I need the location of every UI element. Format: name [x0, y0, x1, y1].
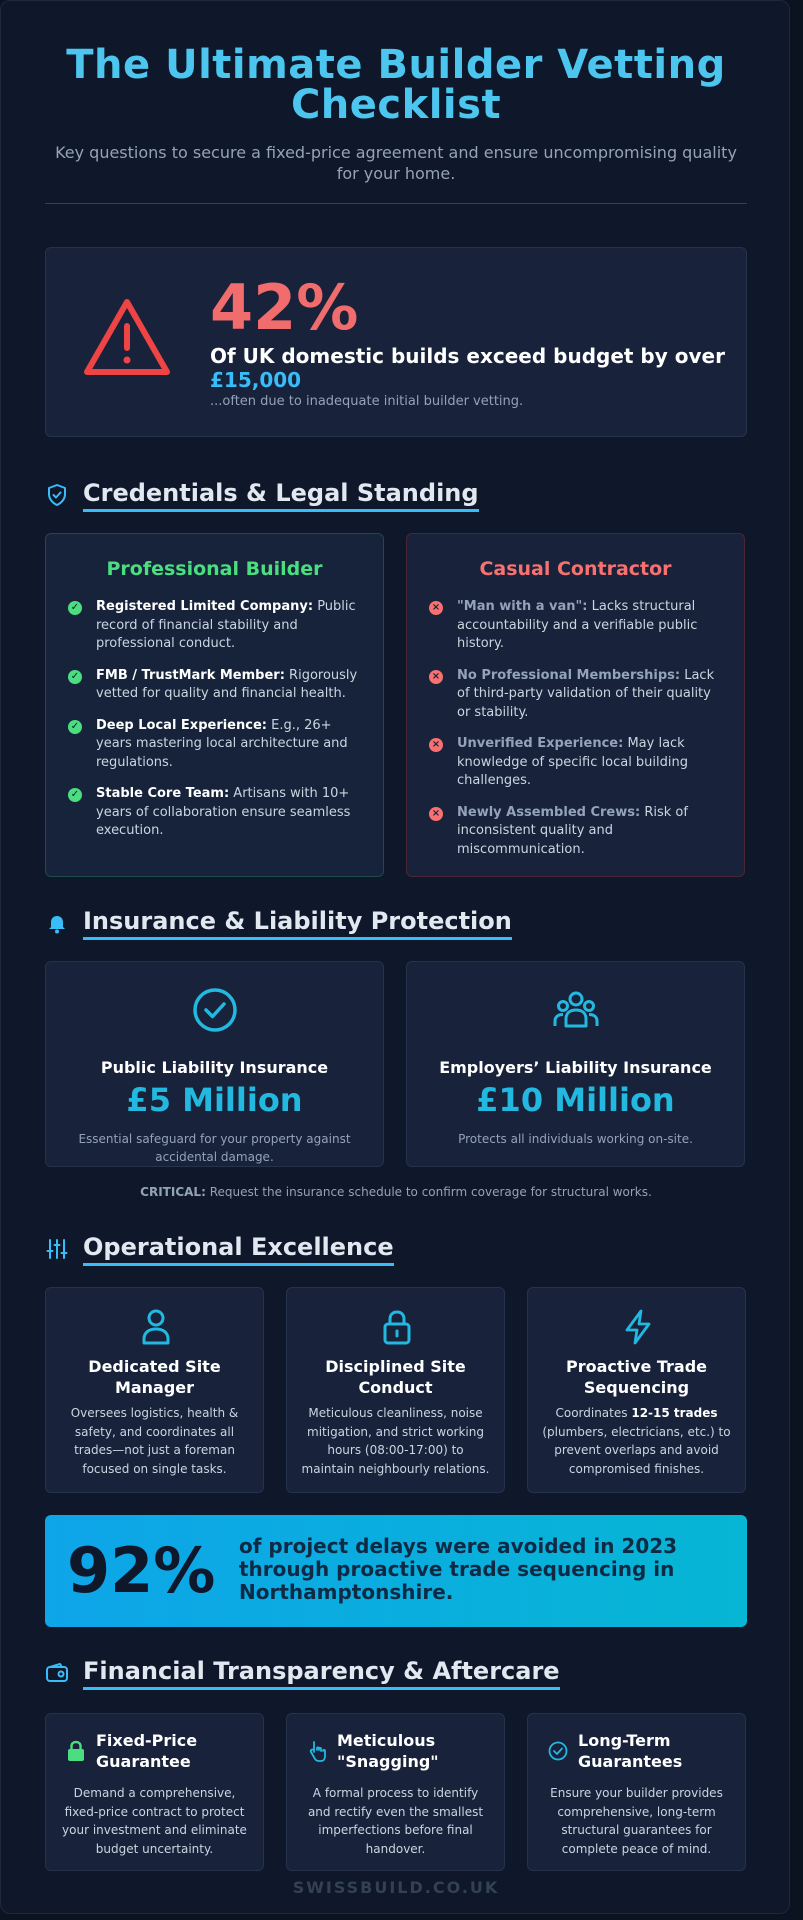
public-liability-card: [45, 961, 384, 1167]
insurance-desc: Protects all individuals working on-site.: [458, 1132, 693, 1146]
fin-desc: Demand a comprehensive, fixed-price contract to protect your investment and eliminate budget uncertainty.: [62, 1786, 247, 1856]
check-icon: ✓: [68, 670, 82, 684]
header: [45, 42, 747, 184]
op-desc: Coordinates 12-15 trades (plumbers, electricians, etc.) to prevent overlaps and avoid compromised finishes.: [542, 1406, 731, 1476]
stat-text: [210, 344, 730, 392]
page-title: The Ultimate Builder Vetting Checklist: [66, 42, 726, 128]
section-heading: Credentials & Legal Standing: [83, 479, 479, 512]
stat-text-main: Of UK domestic builds exceed budget by over: [210, 344, 725, 368]
warning-icon: [82, 296, 172, 378]
delays-banner: [45, 1515, 747, 1627]
site-manager-card: [45, 1287, 264, 1493]
guarantees-card: [527, 1713, 746, 1871]
users-icon: [552, 986, 600, 1034]
list-item: × Unverified Experience: May lack knowledge of specific local building challenges.: [429, 735, 722, 791]
cross-icon: ×: [429, 601, 443, 615]
fin-title: Long-Term Guarantees: [578, 1731, 683, 1771]
check-circle-icon: [191, 986, 239, 1034]
budget-stat-card: [45, 247, 747, 437]
insurance-title: Public Liability Insurance: [100, 1058, 329, 1077]
insurance-value: £5 Million: [126, 1081, 303, 1119]
check-icon: ✓: [68, 720, 82, 734]
casual-title: Casual Contractor: [479, 558, 672, 580]
user-icon: [141, 1308, 171, 1346]
check-icon: ✓: [68, 788, 82, 802]
list-item: ✓ FMB / TrustMark Member: Rigorously vetted for quality and financial health.: [68, 667, 361, 704]
critical-text: Request the insurance schedule to confirm coverage for structural works.: [209, 1185, 652, 1199]
insurance-value: £10 Million: [476, 1081, 675, 1119]
snagging-card: [286, 1713, 505, 1871]
list-item: × Newly Assembled Crews: Risk of inconsistent quality and miscommunication.: [429, 804, 722, 860]
list-item: × No Professional Memberships: Lack of third-party validation of their quality or stability.: [429, 667, 722, 723]
check-circle-icon: [548, 1740, 568, 1762]
cross-icon: ×: [429, 670, 443, 684]
shield-check-icon: [45, 483, 69, 507]
professional-title: Professional Builder: [106, 558, 323, 580]
banner-value: 92%: [67, 1534, 216, 1607]
lock-icon: [382, 1308, 412, 1346]
page-subtitle: Key questions to secure a fixed-price agreement and ensure uncompromising quality for your home.: [55, 143, 737, 183]
bell-icon: [45, 911, 69, 935]
fin-title: Meticulous "Snagging": [337, 1731, 439, 1771]
fin-desc: Ensure your builder provides comprehensive, long-term structural guarantees for complete peace of mind.: [550, 1786, 723, 1856]
list-item: ✓ Deep Local Experience: E.g., 26+ years mastering local architecture and regulations.: [68, 717, 361, 773]
list-item: ✓ Stable Core Team: Artisans with 10+ years of collaboration ensure seamless execution.: [68, 785, 361, 841]
employers-liability-card: [406, 961, 745, 1167]
section-heading: Operational Excellence: [83, 1233, 394, 1266]
trade-sequencing-card: [527, 1287, 746, 1493]
stat-note: ...often due to inadequate initial builder vetting.: [210, 394, 524, 409]
insurance-title: Employers’ Liability Insurance: [439, 1058, 712, 1077]
op-desc: Meticulous cleanliness, noise mitigation, and strict working hours (08:00-17:00) to maintain neighbourly relations.: [301, 1406, 490, 1476]
critical-note: [45, 1185, 747, 1199]
insurance-desc: Essential safeguard for your property against accidental damage.: [78, 1132, 351, 1164]
check-icon: ✓: [68, 601, 82, 615]
section-heading: Financial Transparency & Aftercare: [83, 1657, 560, 1690]
sliders-icon: [45, 1237, 69, 1261]
critical-label: CRITICAL:: [140, 1185, 206, 1199]
op-title: Disciplined Site Conduct: [325, 1357, 466, 1397]
banner-text: of project delays were avoided in 2023 through proactive trade sequencing in Northamptonshire.: [239, 1534, 678, 1604]
op-desc: Oversees logistics, health & safety, and coordinates all trades—not just a foreman focused on single tasks.: [70, 1406, 239, 1476]
fin-desc: A formal process to identify and rectify even the smallest imperfections before final handover.: [307, 1786, 484, 1856]
cross-icon: ×: [429, 738, 443, 752]
lock-icon: [66, 1740, 86, 1762]
cross-icon: ×: [429, 807, 443, 821]
list-item: × "Man with a van": Lacks structural accountability and a verifiable public history.: [429, 598, 722, 654]
op-title: Dedicated Site Manager: [88, 1357, 221, 1397]
fixed-price-card: [45, 1713, 264, 1871]
section-heading: Insurance & Liability Protection: [83, 907, 512, 940]
professional-builder-card: [45, 533, 384, 877]
stat-highlight: £15,000: [210, 368, 302, 392]
pointer-hand-icon: [307, 1740, 327, 1762]
divider: [45, 203, 747, 204]
wallet-icon: [45, 1661, 69, 1685]
stat-value: 42%: [210, 271, 359, 344]
lightning-icon: [623, 1308, 653, 1346]
footer-site: SWISSBUILD.CO.UK: [292, 1878, 500, 1897]
casual-contractor-card: [406, 533, 745, 877]
site-conduct-card: [286, 1287, 505, 1493]
fin-title: Fixed-Price Guarantee: [96, 1731, 198, 1771]
op-title: Proactive Trade Sequencing: [565, 1357, 708, 1397]
list-item: ✓ Registered Limited Company: Public record of financial stability and professional conduct.: [68, 598, 361, 654]
